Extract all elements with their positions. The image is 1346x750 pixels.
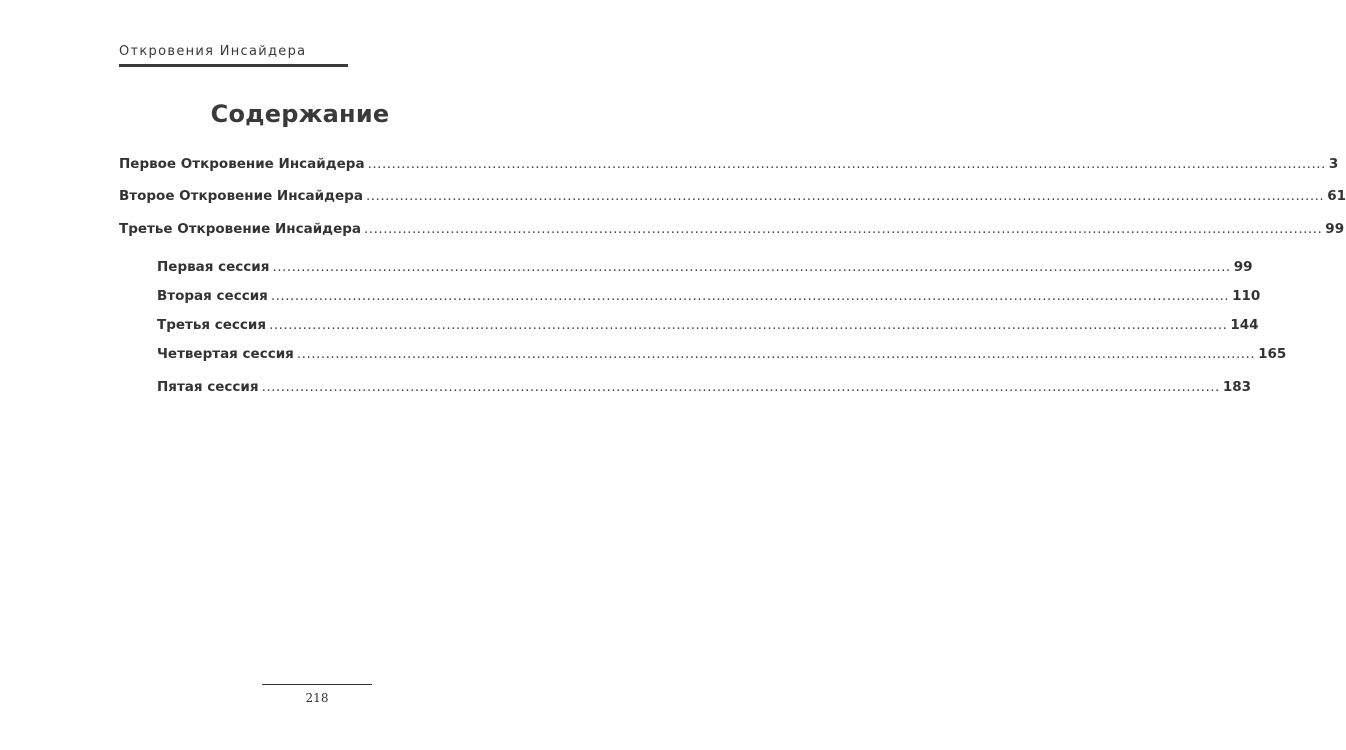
- toc-entry-label: Четвертая сессия: [157, 346, 294, 362]
- toc-entry-label: Третье Откровение Инсайдера: [119, 221, 362, 237]
- toc-leader-dots: ........................................................................................................................................................................................................: [365, 188, 1325, 204]
- toc-entry-third-revelation: [119, 221, 1345, 237]
- toc-entry-page: 183: [1222, 379, 1252, 395]
- toc-entry-page: 110: [1232, 288, 1261, 304]
- toc-entry-label: Второе Откровение Инсайдера: [119, 188, 363, 204]
- toc-leader-dots: ........................................................................................................................................................................................................: [261, 379, 1220, 395]
- toc-entry-label: Вторая сессия: [157, 288, 268, 304]
- footer-rule: [262, 684, 372, 685]
- toc-entry-session-4: [157, 346, 1287, 362]
- header-rule: [119, 64, 348, 67]
- toc-leader-dots: ........................................................................................................................................................................................................: [269, 317, 1228, 333]
- toc-leader-dots: ........................................................................................................................................................................................................: [367, 156, 1326, 172]
- toc-entry-second-revelation: [119, 188, 1346, 204]
- toc-entry-session-5: [157, 379, 1252, 395]
- toc-entry-label: Первое Откровение Инсайдера: [119, 156, 365, 172]
- toc-title: Содержание: [210, 100, 390, 128]
- toc-leader-dots: ........................................................................................................................................................................................................: [364, 221, 1323, 237]
- toc-entry-first-revelation: [119, 156, 1339, 172]
- toc-entry-label: Первая сессия: [157, 259, 270, 275]
- toc-leader-dots: ........................................................................................................................................................................................................: [272, 259, 1231, 275]
- toc-entry-label: Третья сессия: [157, 317, 267, 333]
- toc-entry-session-3: [157, 317, 1259, 333]
- toc-entry-session-1: [157, 259, 1253, 275]
- toc-leader-dots: ........................................................................................................................................................................................................: [270, 288, 1230, 304]
- toc-entry-page: 61: [1327, 188, 1346, 204]
- toc-entry-page: 99: [1325, 221, 1345, 237]
- toc-entry-page: 165: [1258, 346, 1287, 362]
- toc-entry-page: 144: [1230, 317, 1259, 333]
- toc-entry-label: Пятая сессия: [157, 379, 259, 395]
- toc-leader-dots: ........................................................................................................................................................................................................: [296, 346, 1256, 362]
- running-head: Откровения Инсайдера: [119, 44, 307, 59]
- toc-entry-page: 3: [1328, 156, 1339, 172]
- toc-entry-session-2: [157, 288, 1261, 304]
- page-number: 218: [305, 691, 329, 705]
- toc-entry-page: 99: [1233, 259, 1253, 275]
